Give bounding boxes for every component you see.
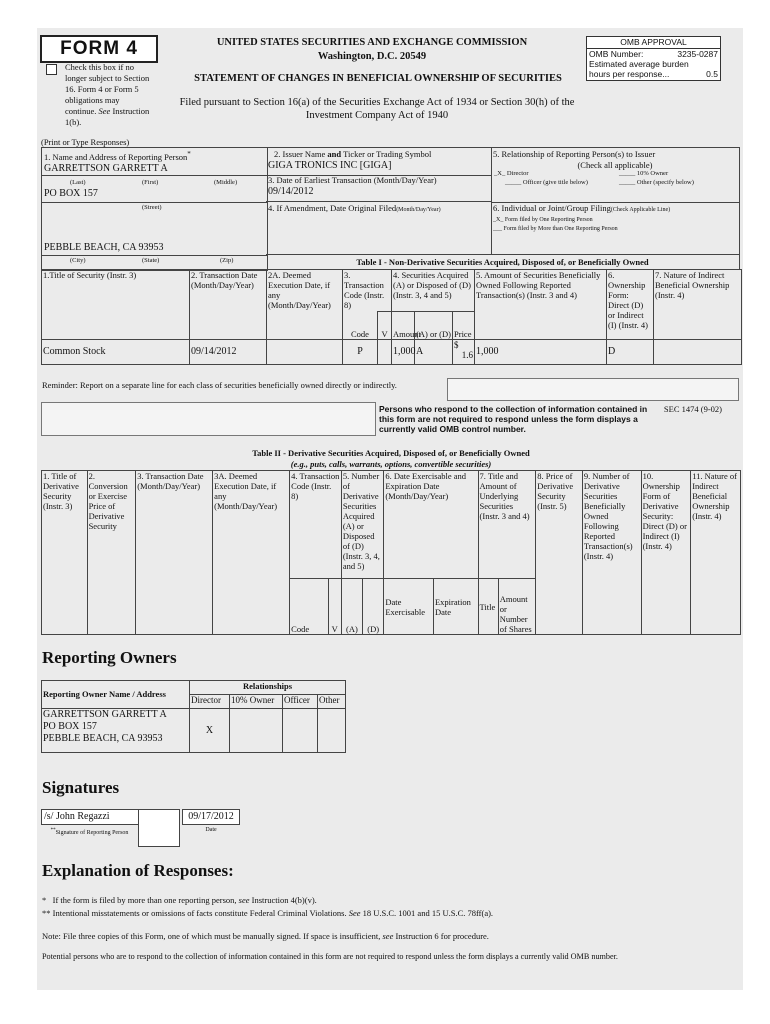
reporting-owners-table	[41, 680, 346, 753]
officer-mark: _____	[505, 179, 522, 186]
t1-sub-price: Price	[453, 312, 475, 340]
statement-title: STATEMENT OF CHANGES IN BENEFICIAL OWNERSHIP OF SECURITIES	[194, 73, 562, 84]
box1-divider	[42, 175, 267, 176]
t1-form: D	[607, 340, 654, 365]
box1-label: 1. Name and Address of Reporting Person	[44, 151, 188, 162]
t1-col2a-header: 2A. Deemed Execution Date, if any (Month/Day/Year)	[267, 270, 343, 340]
owner-officer-cell	[283, 709, 318, 753]
box5-relationship	[491, 147, 740, 203]
reporting-block	[41, 147, 740, 269]
box6-filing	[491, 202, 740, 254]
note3-pre: Note: File three copies of this Form, one of which must be manually signed. If space is insufficient,	[42, 931, 381, 941]
box1-divider3	[42, 255, 267, 256]
t2-col5-header: 5. Number of Derivative Securities Acquired (A) or Disposed of (D) (Instr. 3, 4, and 5)	[341, 471, 384, 579]
director-option	[494, 170, 528, 177]
box2-label-pre: 2. Issuer Name	[274, 149, 326, 159]
owners-other-header: Other	[318, 695, 346, 709]
t1-sub-amount: Amount	[392, 312, 415, 340]
t1-security: Common Stock	[42, 340, 190, 365]
t2-col3-header: 3. Transaction Date (Month/Day/Year)	[136, 471, 213, 635]
owner-ten-pct-cell	[230, 709, 283, 753]
officer-option	[505, 179, 588, 186]
no-longer-subject-checkbox[interactable]	[46, 64, 57, 75]
more-person-option	[491, 225, 739, 234]
box2-label	[266, 148, 491, 160]
note2-see: See	[348, 908, 361, 918]
t1-code: P	[343, 340, 378, 365]
box2-label-and: and	[327, 149, 342, 159]
signature-label-wrap	[41, 827, 138, 837]
box3-earliest-date	[266, 174, 492, 202]
explanation-note2	[42, 908, 732, 918]
omb-burden-label: Estimated average burden	[589, 59, 689, 69]
t2-col4-header: 4. Transaction Code (Instr. 8)	[290, 471, 342, 579]
t1-aord: A	[415, 340, 453, 365]
box1-divider2	[42, 202, 267, 203]
owner-director-mark: X	[190, 709, 230, 753]
first-label: (First)	[142, 179, 159, 186]
signature-gap-box	[138, 809, 180, 847]
table1	[41, 269, 742, 365]
officer-label: Officer (give title below)	[522, 179, 588, 186]
t2-col9-header: 9. Number of Derivative Securities Beneficially Owned Following Reported Transaction(s) (Instr. 4)	[582, 471, 641, 635]
last-label: (Last)	[70, 179, 86, 186]
one-person-label: Form filed by One Reporting Person	[504, 217, 593, 223]
t1-sub-aord: (A) or (D)	[415, 312, 453, 340]
t2-sub-amount: Amount or Number of Shares	[498, 579, 535, 635]
reporting-person-name: GARRETTSON GARRETT A	[44, 162, 168, 174]
explanation-heading: Explanation of Responses:	[42, 861, 234, 880]
more-person-mark: ___	[493, 226, 502, 232]
check-box-see: See	[98, 106, 111, 116]
omb-number: 3235-0287	[677, 49, 718, 59]
persons-respond-text: Persons who respond to the collection of information contained in this form are not required to respond unless the form displays a currently valid OMB control number.	[379, 404, 648, 434]
other-option	[619, 179, 694, 186]
t1-price-sym: $	[454, 340, 459, 350]
reminder-text: Reminder: Report on a separate line for each class of securities beneficially owned directly or indirectly.	[42, 380, 397, 390]
box5-sub: (Check all applicable)	[577, 160, 653, 170]
t1-col2-header: 2. Transaction Date (Month/Day/Year)	[190, 270, 267, 340]
box1-label-wrap	[42, 148, 267, 163]
owners-director-header: Director	[190, 695, 230, 709]
t1-nature	[654, 340, 742, 365]
more-person-label: Form filed by More than One Reporting Person	[503, 226, 618, 232]
t1-col5-header: 5. Amount of Securities Beneficially Owned Following Reported Transaction(s) (Instr. 3 and 4)	[475, 270, 607, 340]
owner-city: PEBBLE BEACH, CA 93953	[43, 733, 163, 744]
reminder-blank-box	[447, 378, 739, 401]
owner-address-cell	[42, 709, 190, 753]
omb-hours: 0.5	[706, 69, 718, 79]
sec-code: SEC 1474 (9-02)	[663, 404, 722, 414]
box4-label: 4. If Amendment, Date Original Filed	[268, 203, 397, 213]
t2-sub-title: Title	[478, 579, 498, 635]
print-type: (Print or Type Responses)	[41, 137, 130, 147]
ten-pct-label: 10% Owner	[636, 170, 669, 177]
note1-pre: If the form is filed by more than one reporting person,	[52, 895, 237, 905]
t2-col11-header: 11. Nature of Indirect Beneficial Ownership (Instr. 4)	[691, 471, 741, 635]
owner-street: PO BOX 157	[43, 721, 97, 732]
explanation-note1	[42, 895, 732, 905]
t2-col6-header: 6. Date Exercisable and Expiration Date (Month/Day/Year)	[384, 471, 478, 579]
t2-sub-exp: Expiration Date	[433, 579, 478, 635]
owners-officer-header: Officer	[283, 695, 318, 709]
t1-amount: 1,000	[392, 340, 415, 365]
note2-star: **	[42, 908, 51, 918]
form-title: FORM 4	[60, 38, 138, 59]
box1-name-address	[41, 147, 268, 271]
table-row	[42, 340, 742, 365]
agency-line1: UNITED STATES SECURITIES AND EXCHANGE COMMISSION	[216, 37, 528, 48]
note3-post: Instruction 6 for procedure.	[395, 931, 489, 941]
signature-date-value: 09/17/2012	[182, 809, 240, 825]
t1-price	[453, 340, 475, 365]
earliest-date-value: 09/14/2012	[268, 186, 314, 197]
owners-ten-pct-header: 10% Owner	[230, 695, 283, 709]
street-value: PO BOX 157	[44, 188, 98, 199]
t2-col7-header: 7. Title and Amount of Underlying Securities (Instr. 3 and 4)	[478, 471, 536, 579]
omb-number-row	[587, 49, 720, 59]
box6-label-wrap	[491, 202, 739, 216]
t2-sub-d: (D)	[363, 579, 384, 635]
street-label: (Street)	[142, 204, 162, 211]
city-label: (City)	[70, 257, 86, 264]
signature-star: **	[50, 828, 56, 833]
box2-label-post: Ticker or Trading Symbol	[343, 149, 432, 159]
t1-deemed	[267, 340, 343, 365]
t1-sub-v: V	[378, 312, 392, 340]
box2-issuer	[266, 147, 492, 176]
box4-label-wrap	[266, 202, 491, 216]
explanation-note4: Potential persons who are to respond to the collection of information contained in this form are not required to respond unless the form displays a currently valid OMB number.	[42, 952, 618, 961]
box4-small: (Month/Day/Year)	[396, 207, 441, 213]
director-label: Director	[506, 170, 529, 177]
form-page	[37, 28, 743, 990]
ten-pct-option	[619, 170, 668, 177]
owners-relationships: Relationships	[190, 681, 346, 695]
issuer-value: GIGA TRONICS INC [GIGA]	[268, 160, 392, 171]
note3-see: see	[382, 931, 394, 941]
t2-col3a-header: 3A. Deemed Execution Date, if any (Month/Day/Year)	[213, 471, 290, 635]
other-mark: _____	[619, 179, 636, 186]
one-person-option	[491, 216, 739, 225]
t1-owned: 1,000	[475, 340, 607, 365]
table2-title: Table II - Derivative Securities Acquired, Disposed of, or Beneficially Owned	[252, 448, 530, 458]
box6-small: (Check Applicable Line)	[610, 207, 671, 213]
other-label: Other (specify below)	[636, 179, 694, 186]
note1-star: *	[42, 895, 47, 905]
note2-post: 18 U.S.C. 1001 and 15 U.S.C. 78ff(a).	[362, 908, 494, 918]
owner-name: GARRETTSON GARRETT A	[43, 709, 167, 720]
state-label: (State)	[142, 257, 160, 264]
reminder-left-box	[41, 402, 376, 436]
t1-col1-header: 1.Title of Security (Instr. 3)	[42, 270, 190, 340]
omb-approval-box	[586, 36, 721, 81]
signature-label: Signature of Reporting Person	[55, 830, 129, 836]
t1-col4-header: 4. Securities Acquired (A) or Disposed of (D) (Instr. 3, 4 and 5)	[392, 270, 475, 312]
t2-col8-header: 8. Price of Derivative Security (Instr. 5)	[536, 471, 583, 635]
signatures-heading: Signatures	[42, 778, 120, 797]
omb-hours-row	[587, 69, 720, 79]
omb-hours-label: hours per response...	[589, 69, 670, 79]
box1-star: *	[187, 150, 191, 158]
box6-label: 6. Individual or Joint/Group Filing	[493, 203, 611, 213]
t1-col6-header: 6. Ownership Form: Direct (D) or Indirect (I) (Instr. 4)	[607, 270, 654, 340]
t1-price-value: 1.6	[461, 350, 474, 360]
t1-v	[378, 340, 392, 365]
note1-post: Instruction 4(b)(v).	[251, 895, 317, 905]
reporting-owners-heading: Reporting Owners	[42, 648, 177, 667]
note1-see: see	[238, 895, 250, 905]
t1-col7-header: 7. Nature of Indirect Beneficial Ownership (Instr. 4)	[654, 270, 742, 340]
explanation-note3	[42, 931, 732, 941]
box5-label: 5. Relationship of Reporting Person(s) to Issuer	[493, 149, 656, 159]
director-mark: _X_	[494, 170, 506, 177]
t2-col1-header: 1. Title of Derivative Security (Instr. 3)	[42, 471, 88, 635]
t1-col3-header: 3. Transaction Code (Instr. 8)	[343, 270, 392, 312]
t1-date: 09/14/2012	[190, 340, 267, 365]
table2	[41, 470, 741, 635]
signature-block	[41, 809, 241, 845]
t2-sub-date-ex: Date Exercisable	[384, 579, 434, 635]
form-title-box	[40, 35, 158, 63]
filed-pursuant-1: Filed pursuant to Section 16(a) of the Securities Exchange Act of 1934 or Section 30(h) of the	[179, 97, 575, 108]
table-row	[42, 709, 346, 753]
table1-title: Table I - Non-Derivative Securities Acquired, Disposed of, or Beneficially Owned	[266, 254, 740, 270]
t2-col10-header: 10. Ownership Form of Derivative Security: Direct (D) or Indirect (I) (Instr. 4)	[641, 471, 691, 635]
zip-label: (Zip)	[220, 257, 234, 264]
table2-subtitle: (e.g., puts, calls, warrants, options, convertible securities)	[290, 459, 492, 469]
owner-other-cell	[318, 709, 346, 753]
check-box-instruction: Check this box if no longer subject to Section 16. Form 4 or Form 5 obligations may continue.	[65, 62, 150, 116]
omb-title: OMB APPROVAL	[587, 37, 720, 49]
one-person-mark: _X_	[493, 217, 504, 223]
t2-sub-a: (A)	[341, 579, 362, 635]
omb-number-label: OMB Number:	[589, 49, 644, 59]
signature-date-label: Date	[205, 827, 217, 833]
owners-col-name: Reporting Owner Name / Address	[42, 681, 190, 709]
box3-label: 3. Date of Earliest Transaction (Month/Day/Year)	[268, 175, 437, 185]
check-box-instr: Instruction 1(b).	[65, 106, 150, 127]
filed-pursuant-2: Investment Company Act of 1940	[305, 110, 449, 121]
middle-label: (Middle)	[214, 179, 238, 186]
note2-pre: Intentional misstatements or omissions of facts constitute Federal Criminal Violations.	[52, 908, 347, 918]
t2-sub-code: Code	[290, 579, 328, 635]
ten-pct-mark: _____	[619, 170, 636, 177]
t2-col2-header: 2. Conversion or Exercise Price of Derivative Security	[87, 471, 136, 635]
city-value: PEBBLE BEACH, CA 93953	[44, 242, 164, 253]
agency-line2: Washington, D.C. 20549	[317, 51, 427, 62]
t1-sub-code: Code	[343, 312, 378, 340]
box4-amendment	[266, 202, 492, 255]
signature-value: /s/ John Regazzi	[41, 809, 140, 825]
t2-sub-v: V	[328, 579, 341, 635]
